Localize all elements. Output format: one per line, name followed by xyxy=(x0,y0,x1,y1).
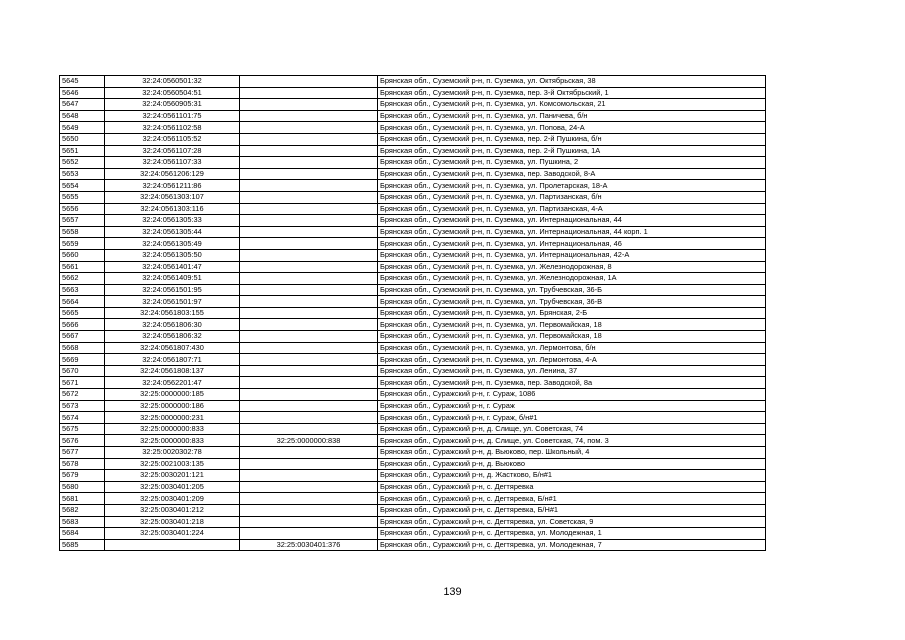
related-cadastral-number-cell xyxy=(240,319,378,331)
related-cadastral-number-cell xyxy=(240,470,378,482)
related-cadastral-number-cell: 32:25:0000000:838 xyxy=(240,435,378,447)
table-row xyxy=(60,435,766,447)
cadastral-number-cell: 32:24:0561803:155 xyxy=(105,307,240,319)
table-row xyxy=(60,354,766,366)
address-cell: Брянская обл., Суземский р-н, п. Суземка, ул. Интернациональная, 46 xyxy=(378,238,766,250)
row-number-cell: 5645 xyxy=(60,76,105,88)
related-cadastral-number-cell xyxy=(240,284,378,296)
table-row xyxy=(60,261,766,273)
address-cell: Брянская обл., Суражский р-н, д. Слище, ул. Советская, 74, пом. 3 xyxy=(378,435,766,447)
related-cadastral-number-cell xyxy=(240,412,378,424)
row-number-cell: 5656 xyxy=(60,203,105,215)
row-number-cell: 5663 xyxy=(60,284,105,296)
row-number-cell: 5654 xyxy=(60,180,105,192)
related-cadastral-number-cell xyxy=(240,528,378,540)
related-cadastral-number-cell xyxy=(240,423,378,435)
row-number-cell: 5677 xyxy=(60,447,105,459)
table-row xyxy=(60,389,766,401)
related-cadastral-number-cell xyxy=(240,458,378,470)
table-row xyxy=(60,423,766,435)
table-row xyxy=(60,238,766,250)
cadastral-number-cell: 32:24:0561806:30 xyxy=(105,319,240,331)
cadastral-number-cell: 32:24:0561305:33 xyxy=(105,215,240,227)
address-cell: Брянская обл., Суземский р-н, п. Суземка, пер. 3-й Октябрьский, 1 xyxy=(378,87,766,99)
address-cell: Брянская обл., Суземский р-н, п. Суземка, ул. Трубчевская, 36-Б xyxy=(378,284,766,296)
cadastral-number-cell: 32:25:0030401:224 xyxy=(105,528,240,540)
address-cell: Брянская обл., Суземский р-н, п. Суземка, ул. Интернациональная, 44 xyxy=(378,215,766,227)
cadastral-number-cell: 32:24:0561211:86 xyxy=(105,180,240,192)
address-cell: Брянская обл., Суземский р-н, п. Суземка, ул. Брянская, 2-Б xyxy=(378,307,766,319)
table-row xyxy=(60,215,766,227)
table-row xyxy=(60,87,766,99)
table-row xyxy=(60,110,766,122)
address-cell: Брянская обл., Суземский р-н, п. Суземка, ул. Железнодорожная, 1А xyxy=(378,273,766,285)
cadastral-number-cell: 32:24:0561102:58 xyxy=(105,122,240,134)
row-number-cell: 5673 xyxy=(60,400,105,412)
cadastral-number-cell: 32:25:0030401:218 xyxy=(105,516,240,528)
table-row xyxy=(60,133,766,145)
row-number-cell: 5670 xyxy=(60,365,105,377)
related-cadastral-number-cell xyxy=(240,354,378,366)
address-cell: Брянская обл., Суземский р-н, п. Суземка, ул. Попова, 24-А xyxy=(378,122,766,134)
cadastral-number-cell: 32:24:0561501:95 xyxy=(105,284,240,296)
row-number-cell: 5664 xyxy=(60,296,105,308)
row-number-cell: 5649 xyxy=(60,122,105,134)
cadastral-number-cell: 32:24:0561303:107 xyxy=(105,191,240,203)
related-cadastral-number-cell xyxy=(240,296,378,308)
table-row xyxy=(60,342,766,354)
cadastral-number-cell: 32:24:0561305:49 xyxy=(105,238,240,250)
cadastral-number-cell: 32:25:0000000:231 xyxy=(105,412,240,424)
row-number-cell: 5685 xyxy=(60,539,105,551)
row-number-cell: 5669 xyxy=(60,354,105,366)
related-cadastral-number-cell xyxy=(240,76,378,88)
row-number-cell: 5680 xyxy=(60,481,105,493)
row-number-cell: 5653 xyxy=(60,168,105,180)
cadastral-number-cell: 32:24:0561409:51 xyxy=(105,273,240,285)
address-cell: Брянская обл., Суземский р-н, п. Суземка, ул. Трубчевская, 36-В xyxy=(378,296,766,308)
address-cell: Брянская обл., Суземский р-н, п. Суземка, ул. Комсомольская, 21 xyxy=(378,99,766,111)
cadastral-number-cell: 32:24:0561206:129 xyxy=(105,168,240,180)
address-cell: Брянская обл., Суземский р-н, п. Суземка, пер. Заводской, 8-А xyxy=(378,168,766,180)
table-row xyxy=(60,470,766,482)
table-row xyxy=(60,377,766,389)
related-cadastral-number-cell xyxy=(240,110,378,122)
address-cell: Брянская обл., Суземский р-н, п. Суземка, ул. Лермонтова, 4-А xyxy=(378,354,766,366)
table-row xyxy=(60,400,766,412)
table-row xyxy=(60,145,766,157)
address-cell: Брянская обл., Суземский р-н, п. Суземка, пер. Заводской, 8а xyxy=(378,377,766,389)
row-number-cell: 5658 xyxy=(60,226,105,238)
row-number-cell: 5652 xyxy=(60,157,105,169)
table-row xyxy=(60,76,766,88)
related-cadastral-number-cell xyxy=(240,203,378,215)
cadastral-number-cell: 32:25:0000000:833 xyxy=(105,423,240,435)
registry-table xyxy=(59,75,766,551)
related-cadastral-number-cell xyxy=(240,447,378,459)
row-number-cell: 5668 xyxy=(60,342,105,354)
cadastral-number-cell: 32:24:0561305:50 xyxy=(105,249,240,261)
address-cell: Брянская обл., Суземский р-н, п. Суземка, ул. Пролетарская, 18-А xyxy=(378,180,766,192)
cadastral-number-cell: 32:24:0561808:137 xyxy=(105,365,240,377)
address-cell: Брянская обл., Суражский р-н, г. Сураж, б/н#1 xyxy=(378,412,766,424)
row-number-cell: 5655 xyxy=(60,191,105,203)
related-cadastral-number-cell xyxy=(240,493,378,505)
related-cadastral-number-cell xyxy=(240,157,378,169)
cadastral-number-cell: 32:24:0560504:51 xyxy=(105,87,240,99)
row-number-cell: 5667 xyxy=(60,331,105,343)
table-row xyxy=(60,296,766,308)
row-number-cell: 5682 xyxy=(60,504,105,516)
row-number-cell: 5647 xyxy=(60,99,105,111)
table-row xyxy=(60,447,766,459)
table-row xyxy=(60,168,766,180)
address-cell: Брянская обл., Суземский р-н, п. Суземка, пер. 2-й Пушкина, 1А xyxy=(378,145,766,157)
table-row xyxy=(60,284,766,296)
address-cell: Брянская обл., Суземский р-н, п. Суземка, ул. Интернациональная, 42-А xyxy=(378,249,766,261)
address-cell: Брянская обл., Суземский р-н, п. Суземка, ул. Партизанская, б/н xyxy=(378,191,766,203)
table-row xyxy=(60,307,766,319)
row-number-cell: 5671 xyxy=(60,377,105,389)
related-cadastral-number-cell xyxy=(240,191,378,203)
cadastral-number-cell: 32:25:0030201:121 xyxy=(105,470,240,482)
table-row xyxy=(60,191,766,203)
address-cell: Брянская обл., Суражский р-н, с. Дегтяревка, ул. Молодежная, 1 xyxy=(378,528,766,540)
table-row xyxy=(60,319,766,331)
cadastral-number-cell: 32:24:0560501:32 xyxy=(105,76,240,88)
cadastral-number-cell: 32:24:0561105:52 xyxy=(105,133,240,145)
table-row xyxy=(60,493,766,505)
address-cell: Брянская обл., Суземский р-н, п. Суземка, ул. Первомайская, 18 xyxy=(378,319,766,331)
row-number-cell: 5651 xyxy=(60,145,105,157)
row-number-cell: 5683 xyxy=(60,516,105,528)
address-cell: Брянская обл., Суземский р-н, п. Суземка, ул. Ленина, 37 xyxy=(378,365,766,377)
address-cell: Брянская обл., Суземский р-н, п. Суземка, ул. Первомайская, 18 xyxy=(378,331,766,343)
page-number: 139 xyxy=(443,586,462,598)
address-cell: Брянская обл., Суземский р-н, п. Суземка, ул. Лермонтова, б/н xyxy=(378,342,766,354)
address-cell: Брянская обл., Суземский р-н, п. Суземка, ул. Железнодорожная, 8 xyxy=(378,261,766,273)
table-row xyxy=(60,539,766,551)
table-row xyxy=(60,157,766,169)
related-cadastral-number-cell xyxy=(240,307,378,319)
row-number-cell: 5650 xyxy=(60,133,105,145)
table-row xyxy=(60,458,766,470)
related-cadastral-number-cell xyxy=(240,145,378,157)
address-cell: Брянская обл., Суземский р-н, п. Суземка, ул. Партизанская, 4-А xyxy=(378,203,766,215)
cadastral-number-cell: 32:25:0030401:205 xyxy=(105,481,240,493)
cadastral-number-cell: 32:24:0561807:430 xyxy=(105,342,240,354)
related-cadastral-number-cell xyxy=(240,133,378,145)
row-number-cell: 5674 xyxy=(60,412,105,424)
row-number-cell: 5676 xyxy=(60,435,105,447)
table-row xyxy=(60,203,766,215)
related-cadastral-number-cell xyxy=(240,215,378,227)
cadastral-number-cell: 32:25:0030401:212 xyxy=(105,504,240,516)
related-cadastral-number-cell: 32:25:0030401:376 xyxy=(240,539,378,551)
cadastral-number-cell: 32:24:0561303:116 xyxy=(105,203,240,215)
row-number-cell: 5661 xyxy=(60,261,105,273)
table-row xyxy=(60,412,766,424)
table-row xyxy=(60,122,766,134)
address-cell: Брянская обл., Суземский р-н, п. Суземка, ул. Интернациональная, 44 корп. 1 xyxy=(378,226,766,238)
cadastral-number-cell: 32:24:0561401:47 xyxy=(105,261,240,273)
related-cadastral-number-cell xyxy=(240,238,378,250)
cadastral-number-cell: 32:25:0021003:135 xyxy=(105,458,240,470)
related-cadastral-number-cell xyxy=(240,504,378,516)
cadastral-number-cell: 32:24:0561101:75 xyxy=(105,110,240,122)
address-cell: Брянская обл., Суражский р-н, д. Жастково, Б/н#1 xyxy=(378,470,766,482)
table-row xyxy=(60,180,766,192)
row-number-cell: 5672 xyxy=(60,389,105,401)
cadastral-number-cell: 32:25:0000000:186 xyxy=(105,400,240,412)
row-number-cell: 5660 xyxy=(60,249,105,261)
address-cell: Брянская обл., Суражский р-н, г. Сураж xyxy=(378,400,766,412)
row-number-cell: 5684 xyxy=(60,528,105,540)
cadastral-number-cell: 32:25:0030401:209 xyxy=(105,493,240,505)
cadastral-number-cell: 32:24:0562201:47 xyxy=(105,377,240,389)
row-number-cell: 5666 xyxy=(60,319,105,331)
address-cell: Брянская обл., Суражский р-н, с. Дегтяревка, ул. Молодежная, 7 xyxy=(378,539,766,551)
related-cadastral-number-cell xyxy=(240,168,378,180)
table-row xyxy=(60,528,766,540)
row-number-cell: 5675 xyxy=(60,423,105,435)
row-number-cell: 5679 xyxy=(60,470,105,482)
table-row xyxy=(60,516,766,528)
related-cadastral-number-cell xyxy=(240,273,378,285)
address-cell: Брянская обл., Суражский р-н, с. Дегтяревка, Б/н#1 xyxy=(378,493,766,505)
cadastral-number-cell: 32:24:0560905:31 xyxy=(105,99,240,111)
table-row xyxy=(60,504,766,516)
row-number-cell: 5665 xyxy=(60,307,105,319)
related-cadastral-number-cell xyxy=(240,481,378,493)
address-cell: Брянская обл., Суражский р-н, г. Сураж, 1086 xyxy=(378,389,766,401)
address-cell: Брянская обл., Суземский р-н, п. Суземка, ул. Октябрьская, 38 xyxy=(378,76,766,88)
related-cadastral-number-cell xyxy=(240,342,378,354)
cadastral-number-cell: 32:24:0561806:32 xyxy=(105,331,240,343)
related-cadastral-number-cell xyxy=(240,261,378,273)
cadastral-number-cell: 32:24:0561107:28 xyxy=(105,145,240,157)
related-cadastral-number-cell xyxy=(240,249,378,261)
row-number-cell: 5662 xyxy=(60,273,105,285)
row-number-cell: 5648 xyxy=(60,110,105,122)
cadastral-number-cell: 32:25:0000000:185 xyxy=(105,389,240,401)
related-cadastral-number-cell xyxy=(240,331,378,343)
row-number-cell: 5659 xyxy=(60,238,105,250)
address-cell: Брянская обл., Суражский р-н, с. Дегтяревка, ул. Советская, 9 xyxy=(378,516,766,528)
related-cadastral-number-cell xyxy=(240,87,378,99)
table-row xyxy=(60,365,766,377)
cadastral-number-cell: 32:25:0000000:833 xyxy=(105,435,240,447)
table-row xyxy=(60,99,766,111)
related-cadastral-number-cell xyxy=(240,122,378,134)
address-cell: Брянская обл., Суражский р-н, с. Дегтяревка xyxy=(378,481,766,493)
table-row xyxy=(60,273,766,285)
cadastral-number-cell xyxy=(105,539,240,551)
address-cell: Брянская обл., Суражский р-н, д. Вьюково, пер. Школьный, 4 xyxy=(378,447,766,459)
related-cadastral-number-cell xyxy=(240,389,378,401)
cadastral-number-cell: 32:24:0561807:71 xyxy=(105,354,240,366)
address-cell: Брянская обл., Суражский р-н, с. Дегтяревка, Б/Н#1 xyxy=(378,504,766,516)
cadastral-number-cell: 32:24:0561107:33 xyxy=(105,157,240,169)
address-cell: Брянская обл., Суражский р-н, д. Вьюково xyxy=(378,458,766,470)
row-number-cell: 5646 xyxy=(60,87,105,99)
related-cadastral-number-cell xyxy=(240,226,378,238)
related-cadastral-number-cell xyxy=(240,400,378,412)
address-cell: Брянская обл., Суражский р-н, д. Слище, ул. Советская, 74 xyxy=(378,423,766,435)
registry-table-body xyxy=(60,76,766,551)
related-cadastral-number-cell xyxy=(240,180,378,192)
address-cell: Брянская обл., Суземский р-н, п. Суземка, пер. 2-й Пушкина, б/н xyxy=(378,133,766,145)
cadastral-number-cell: 32:24:0561305:44 xyxy=(105,226,240,238)
address-cell: Брянская обл., Суземский р-н, п. Суземка, ул. Пушкина, 2 xyxy=(378,157,766,169)
table-row xyxy=(60,331,766,343)
cadastral-number-cell: 32:24:0561501:97 xyxy=(105,296,240,308)
related-cadastral-number-cell xyxy=(240,377,378,389)
related-cadastral-number-cell xyxy=(240,99,378,111)
related-cadastral-number-cell xyxy=(240,516,378,528)
row-number-cell: 5657 xyxy=(60,215,105,227)
cadastral-number-cell: 32:25:0020302:78 xyxy=(105,447,240,459)
related-cadastral-number-cell xyxy=(240,365,378,377)
table-row xyxy=(60,226,766,238)
address-cell: Брянская обл., Суземский р-н, п. Суземка, ул. Паничева, б/н xyxy=(378,110,766,122)
table-row xyxy=(60,481,766,493)
table-row xyxy=(60,249,766,261)
row-number-cell: 5678 xyxy=(60,458,105,470)
row-number-cell: 5681 xyxy=(60,493,105,505)
